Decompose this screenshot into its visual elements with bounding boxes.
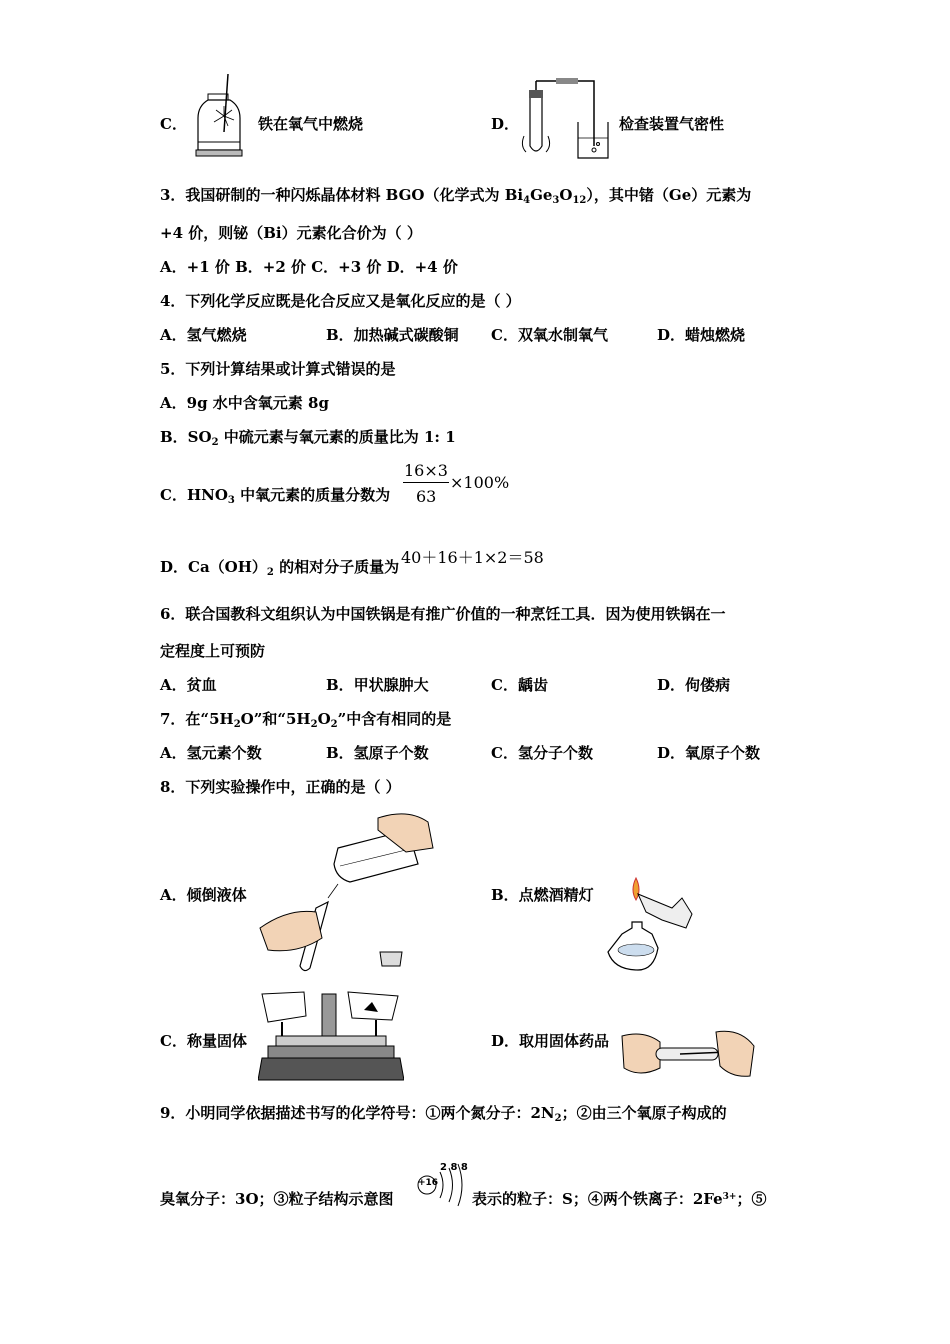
q6-option-a: A．贫血: [160, 676, 217, 694]
q7-option-d: D．氧原子个数: [657, 744, 761, 762]
q7-option-b: B．氢原子个数: [326, 744, 429, 762]
q5-fraction-multiplier: ×100%: [450, 473, 510, 492]
lighting-alcohol-lamp-icon: [602, 868, 698, 976]
q2-option-d-label: D．: [491, 115, 520, 133]
q3-options: A．+1 价 B．+2 价 C．+3 价 D．+4 价: [160, 258, 458, 276]
q3-stem-line1: 3．我国研制的一种闪烁晶体材料 BGO（化学式为 $Bi_4Ge_3O_{12}$），其中锗（Ge）元素为: [160, 186, 752, 206]
q5-option-c: C．$HNO_3$ 中氧元素的质量分数为: [160, 486, 391, 506]
q5-option-b: B．$SO_2$ 中硫元素与氧元素的质量比为 1: 1: [160, 428, 456, 448]
q8-option-c: C．称量固体: [160, 1032, 247, 1050]
q2-option-d-text: 检查装置气密性: [619, 115, 725, 133]
q4-option-a: A．氢气燃烧: [160, 326, 247, 344]
q5-fraction-numerator: 16×3: [404, 461, 448, 480]
q4-option-d: D．蜡烛燃烧: [657, 326, 746, 344]
q7-option-a: A．氢元素个数: [160, 744, 262, 762]
q6-option-b: B．甲状腺肿大: [326, 676, 429, 694]
sulfur-ion-structure-diagram: +16 2 8 8: [416, 1158, 470, 1208]
q8-stem: 8．下列实验操作中，正确的是（ ）: [160, 778, 401, 796]
q9-line2-part2: 表示的粒子：S；④两个铁离子：$2Fe^{3+}$；⑤: [472, 1190, 767, 1208]
airtightness-check-apparatus-icon: [520, 76, 612, 162]
weighing-solid-balance-icon: [258, 990, 404, 1082]
q5-option-a: A．9g 水中含氧元素 8g: [160, 394, 329, 412]
q6-option-d: D．佝偻病: [657, 676, 731, 694]
q6-stem-line2: 定程度上可预防: [160, 642, 266, 660]
q4-stem: 4．下列化学反应既是化合反应又是氧化反应的是（ ）: [160, 292, 521, 310]
q8-option-d: D．取用固体药品: [491, 1032, 610, 1050]
q6-option-c: C．龋齿: [491, 676, 548, 694]
q5-option-d-formula: 40＋16＋1×2＝58: [401, 548, 544, 567]
q5-fraction-denominator: 63: [416, 487, 437, 506]
q4-option-c: C．双氧水制氧气: [491, 326, 608, 344]
q9-line2-part1: 臭氧分子：3O；③粒子结构示意图: [160, 1190, 394, 1208]
q8-option-a: A．倾倒液体: [160, 886, 247, 904]
q7-stem: 7．在“$5H_2O$”和“$5H_2O_2$”中含有相同的是: [160, 710, 452, 730]
q8-option-b: B．点燃酒精灯: [491, 886, 594, 904]
q4-option-b: B．加热碱式碳酸铜: [326, 326, 459, 344]
q3-stem-line2: +4 价，则铋（Bi）元素化合价为（ ）: [160, 224, 422, 242]
pouring-liquid-icon: [258, 808, 448, 976]
q5-fraction-bar: [403, 482, 449, 483]
q2-option-c-label: C．: [160, 115, 187, 133]
q6-stem-line1: 6．联合国教科文组织认为中国铁锅是有推广价值的一种烹饪工具．因为使用铁锅在一: [160, 605, 726, 623]
q5-stem: 5．下列计算结果或计算式错误的是: [160, 360, 396, 378]
q5-option-d: D．$Ca(OH)_2$ 的相对分子质量为: [160, 558, 400, 578]
q9-line1: 9．小明同学依据描述书写的化学符号：①两个氮分子：$2N_2$；②由三个氧原子构成的: [160, 1104, 727, 1124]
iron-burning-in-oxygen-icon: [194, 72, 246, 162]
q7-option-c: C．氢分子个数: [491, 744, 593, 762]
q2-option-c-text: 铁在氧气中燃烧: [258, 115, 364, 133]
taking-solid-reagent-icon: [620, 1026, 756, 1082]
